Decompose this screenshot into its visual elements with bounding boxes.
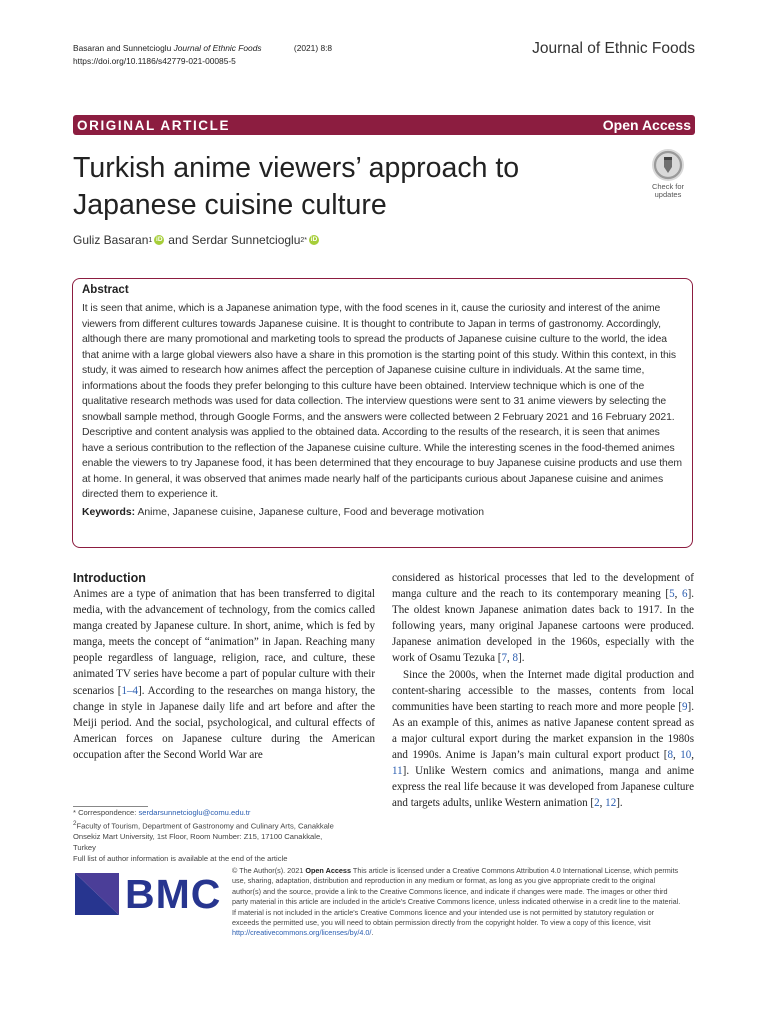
keywords — [82, 507, 683, 518]
correspondence-email[interactable]: serdarsunnetcioglu@comu.edu.tr — [138, 808, 251, 817]
check-for-updates-badge[interactable] — [644, 148, 692, 200]
footnote — [73, 808, 343, 865]
author-list — [73, 233, 323, 247]
author-2[interactable]: Serdar Sunnetcioglu — [191, 233, 301, 247]
citation-link[interactable]: 9 — [682, 700, 688, 713]
orcid-icon[interactable]: iD — [156, 236, 163, 243]
bmc-logo[interactable] — [75, 873, 225, 915]
keywords-list: Anime, Japanese cuisine, Japanese culture, Food and beverage motivation — [137, 506, 485, 518]
author-1-affiliation: 1 — [148, 236, 153, 244]
correspondence-label: * Correspondence: — [73, 808, 137, 817]
abstract-heading: Abstract — [82, 284, 129, 296]
citation-link[interactable]: 8 — [667, 749, 674, 762]
citation-link[interactable]: 2 — [594, 797, 600, 810]
abstract-box — [72, 278, 693, 548]
bmc-logo-icon — [75, 873, 119, 915]
citation-link[interactable]: 8 — [512, 652, 519, 665]
header-year-volume: (2021) 8:8 — [293, 43, 333, 53]
article-type-banner — [73, 115, 695, 135]
citation-link[interactable]: 7 — [501, 652, 507, 665]
journal-name: Journal of Ethnic Foods — [532, 40, 695, 57]
citation-link[interactable]: 11 — [392, 765, 403, 778]
citation-link[interactable]: 5 — [669, 588, 675, 601]
article-title: Turkish anime viewers’ approach to Japanese cuisine culture — [73, 152, 520, 221]
body-column-right — [392, 570, 694, 811]
open-access-label: Open Access — [602, 117, 691, 133]
intro-paragraph-1: Animes are a type of animation that has been transferred to digital media, with the advancement of technology, from the comics called manga created by Japanese culture. In short, anime, which is fed by manga, meets the concept of “animation” in Japan. Reaching many people regardless of language, religion, race, and culture, these animated TV series have become a part of popular culture with their scenarios [1–4]. According to the researches on manga history, the change in style in Japanese daily life and art before and after the Meiji period. And the social, psychological, and cultural effects of American forces on Japanese culture during the American occupation after the Second World War are — [73, 588, 375, 761]
license-text: © The Author(s). 2021 Open Access This article is licensed under a Creative Commons Attribution 4.0 International License, which permits use, sharing, adaptation, distribution and reproduction in any medium or format, as long as you give appropriate credit to the original author(s) and the source, provide a link to the Creative Commons licence, and indicate if changes were made. The images or other third party material in this article are included in the article's Creative Commons licence, unless indicated otherwise in a credit line to the material. If material is not included in the article's Creative Commons licence and your intended use is not permitted by statutory regulation or exceeds the permitted use, you will need to obtain permission directly from the copyright holder. To view a copy of this licence, visit http://creativecommons.org/licenses/by/4.0/. — [232, 866, 681, 938]
orcid-icon[interactable]: iD — [310, 236, 318, 243]
header-authors: Basaran and Sunnetcioglu — [73, 43, 172, 53]
footnote-divider — [73, 806, 148, 807]
license-url-link[interactable]: http://creativecommons.org/licenses/by/4.0/ — [232, 928, 372, 938]
intro-paragraph-2: Since the 2000s, when the Internet made digital production and content-sharing accessible to the masses, contents from local communities have been starting to reach more and more people [9]. As an example of this, animes as native Japanese content spread as a major cultural export during the market expansion in the 1980s and 1990s. Anime is Japan’s main cultural export product [8, 10, 11]. Unlike Western comics and animations, manga and anime express the real life because it was developed from Japanese culture and targets adults, unlike Western animation [2, 12]. — [392, 668, 695, 810]
author-2-affiliation: 2* — [300, 236, 308, 244]
header-doi[interactable]: https://doi.org/10.1186/s42779-021-00085-5 — [73, 56, 236, 66]
article-type-label: ORIGINAL ARTICLE — [77, 117, 231, 133]
full-author-info-note: Full list of author information is available at the end of the article — [73, 853, 288, 863]
affiliation-text: Faculty of Tourism, Department of Gastronomy and Culinary Arts, Canakkale Onsekiz Mart University, 1st Floor, Room Number: Z15, 17100 Canakkale, Turkey — [73, 821, 334, 852]
author-conjunction: and — [168, 233, 189, 247]
header-journal-inline: Journal of Ethnic Foods — [173, 43, 262, 53]
abstract-body: It is seen that anime, which is a Japanese animation type, with the food scenes in it, cause the curiosity and interest of the anime viewers from different cultures towards Japanese cuisine. It is thought to contribute to Japan in terms of gastronomy. Accordingly, although there are many promotional and marketing tools to spread the products of Japanese cuisine culture to the world, the idea that anime with a large global viewers also have a share in this promotion is the starting point of this study. Within this context, in this study, it was aimed to research how animes affect the perception of Japanese cuisine culture in individuals. At the same time, informations about the foods they prefer belonging to this culture have been obtained. Interview technique which is one of the qualitative research methods was used for data collection. The interview questions were sent to 31 anime viewers by selecting the snowball sample method, through Google Forms, and the answers were collected between 2 February 2021 and 16 February 2021. Descriptive and content analysis was applied to the obtained data. According to the results of the research, it is seen that animes have a serious contribution to the reflection of the Japanese cuisine culture. While the interesting scenes in the food-themed animes enable the viewers to try Japanese food, it has been determined that they encourage to buy Japanese cuisine products and use them at home. In general, it was observed that animes made nearly half of the participants curious about Japanese cuisine and animes directed them to experience it. — [82, 303, 682, 500]
citation-link[interactable]: 10 — [680, 749, 692, 762]
keywords-label: Keywords: — [82, 506, 136, 518]
running-header — [73, 42, 332, 68]
check-updates-line1: Check for — [651, 182, 685, 191]
citation-link[interactable]: 6 — [682, 588, 688, 601]
body-column-left — [73, 570, 375, 763]
affiliation-number: 2 — [73, 819, 77, 827]
citation-link[interactable]: 12 — [605, 797, 617, 810]
license-open-access: Open Access — [305, 866, 351, 875]
citation-link[interactable]: 1–4 — [121, 684, 139, 697]
check-updates-line2: updates — [654, 190, 682, 199]
check-updates-icon — [651, 148, 685, 182]
author-1[interactable]: Guliz Basaran — [73, 233, 149, 247]
bmc-logo-text: BMC — [125, 871, 222, 917]
introduction-heading: Introduction — [73, 571, 146, 585]
intro-paragraph-1-cont: considered as historical processes that led to the development of manga culture and the reach to its contemporary meaning [5, 6]. The oldest known Japanese animation dates back to 1917. In the following years, many original Japanese cartoons were produced. Japanese animation developed in the 1960s, especially with the work of Osamu Tezuka [7, 8]. — [392, 572, 695, 665]
